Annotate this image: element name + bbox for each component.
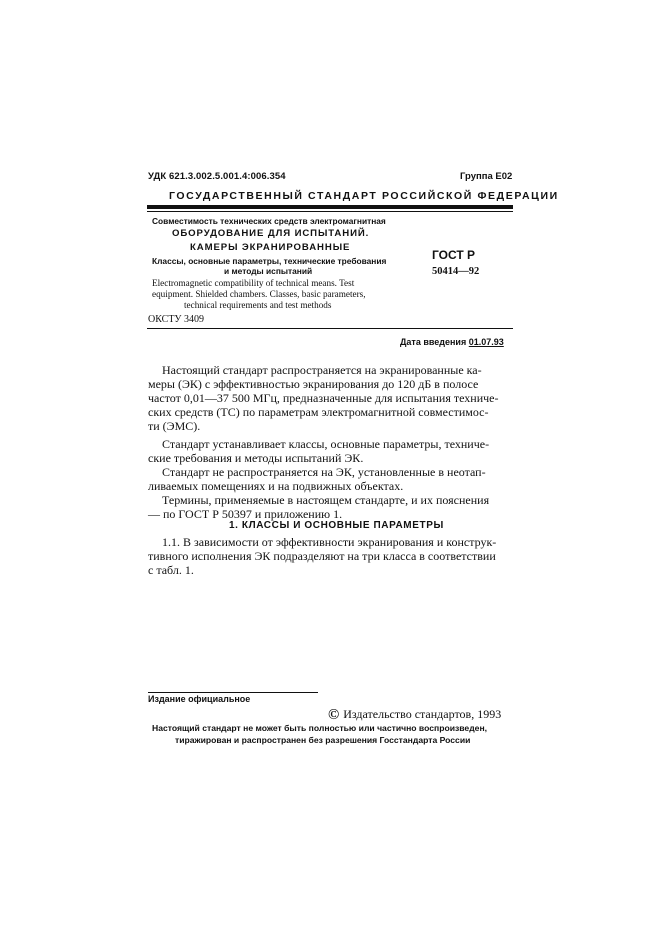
text-line: ливаемых помещениях и на подвижных объектах. (148, 479, 404, 493)
gost-label: ГОСТ Р (432, 248, 476, 262)
title-block-rule (147, 328, 513, 329)
section-heading: 1. КЛАССЫ И ОСНОВНЫЕ ПАРАМЕТРЫ (229, 520, 444, 531)
text-line: 1.1. В зависимости от эффективности экранирования и конструк- (162, 535, 497, 549)
english-title-line2: equipment. Shielded chambers. Classes, basic parameters, (152, 289, 366, 299)
copyright-text: Издательство стандартов, 1993 (343, 707, 502, 721)
header-rule-thick (147, 205, 513, 209)
document-title-line2: КАМЕРЫ ЭКРАНИРОВАННЫЕ (190, 242, 351, 253)
okstu-code: ОКСТУ 3409 (148, 314, 205, 325)
text-line: — по ГОСТ Р 50397 и приложению 1. (148, 507, 343, 521)
reproduction-notice-line2: тиражирован и распространен без разрешения Госстандарта России (175, 735, 471, 745)
compatibility-heading: Совместимость технических средств электромагнитная (152, 216, 386, 226)
english-title-line1: Electromagnetic compatibility of technical means. Test (152, 278, 355, 288)
udk-code: УДК 621.3.002.5.001.4:006.354 (148, 171, 286, 182)
document-subtitle-line2: и методы испытаний (224, 266, 313, 276)
gost-number: 50414—92 (432, 266, 480, 277)
text-line: тивного исполнения ЭК подразделяют на три класса в соответствии (148, 549, 496, 563)
text-line: ти (ЭМС). (148, 419, 201, 433)
edition-label: Издание официальное (148, 694, 251, 704)
effective-date-label: Дата введения (400, 337, 467, 347)
paragraph-scope (148, 363, 513, 433)
paragraph-1-1 (148, 535, 513, 577)
group-code: Группа Е02 (460, 171, 513, 182)
text-line: Термины, применяемые в настоящем стандарте, и их пояснения (162, 493, 490, 507)
paragraph-establishes (148, 437, 513, 465)
header-rule-thin (147, 211, 513, 212)
paragraph-terms (148, 493, 513, 521)
standard-title: ГОСУДАРСТВЕННЫЙ СТАНДАРТ РОССИЙСКОЙ ФЕДЕРАЦИИ (169, 190, 559, 202)
copyright-icon: © (328, 707, 340, 723)
effective-date (400, 337, 504, 347)
reproduction-notice-line1: Настоящий стандарт не может быть полностью или частично воспроизведен, (152, 723, 488, 733)
text-line: Стандарт устанавливает классы, основные параметры, техниче- (162, 437, 490, 451)
text-line: частот 0,01—37 500 МГц, предназначенные для испытания техниче- (148, 391, 499, 405)
effective-date-value: 01.07.93 (468, 337, 504, 347)
footer-rule (148, 692, 318, 693)
text-line: ских средств (ТС) по параметрам электромагнитной совместимос- (148, 405, 489, 419)
copyright-line (328, 707, 501, 724)
text-line: Настоящий стандарт распространяется на экранированные ка- (162, 363, 482, 377)
text-line: ские требования и методы испытаний ЭК. (148, 451, 364, 465)
document-subtitle-line1: Классы, основные параметры, технические требования (152, 256, 387, 266)
paragraph-exclusions (148, 465, 513, 493)
text-line: с табл. 1. (148, 563, 194, 577)
text-line: меры (ЭК) с эффективностью экранирования до 120 дБ в полосе (148, 377, 479, 391)
text-line: Стандарт не распространяется на ЭК, установленные в неотап- (162, 465, 486, 479)
document-title-line1: ОБОРУДОВАНИЕ ДЛЯ ИСПЫТАНИЙ. (172, 228, 370, 239)
english-title-line3: technical requirements and test methods (184, 300, 332, 310)
